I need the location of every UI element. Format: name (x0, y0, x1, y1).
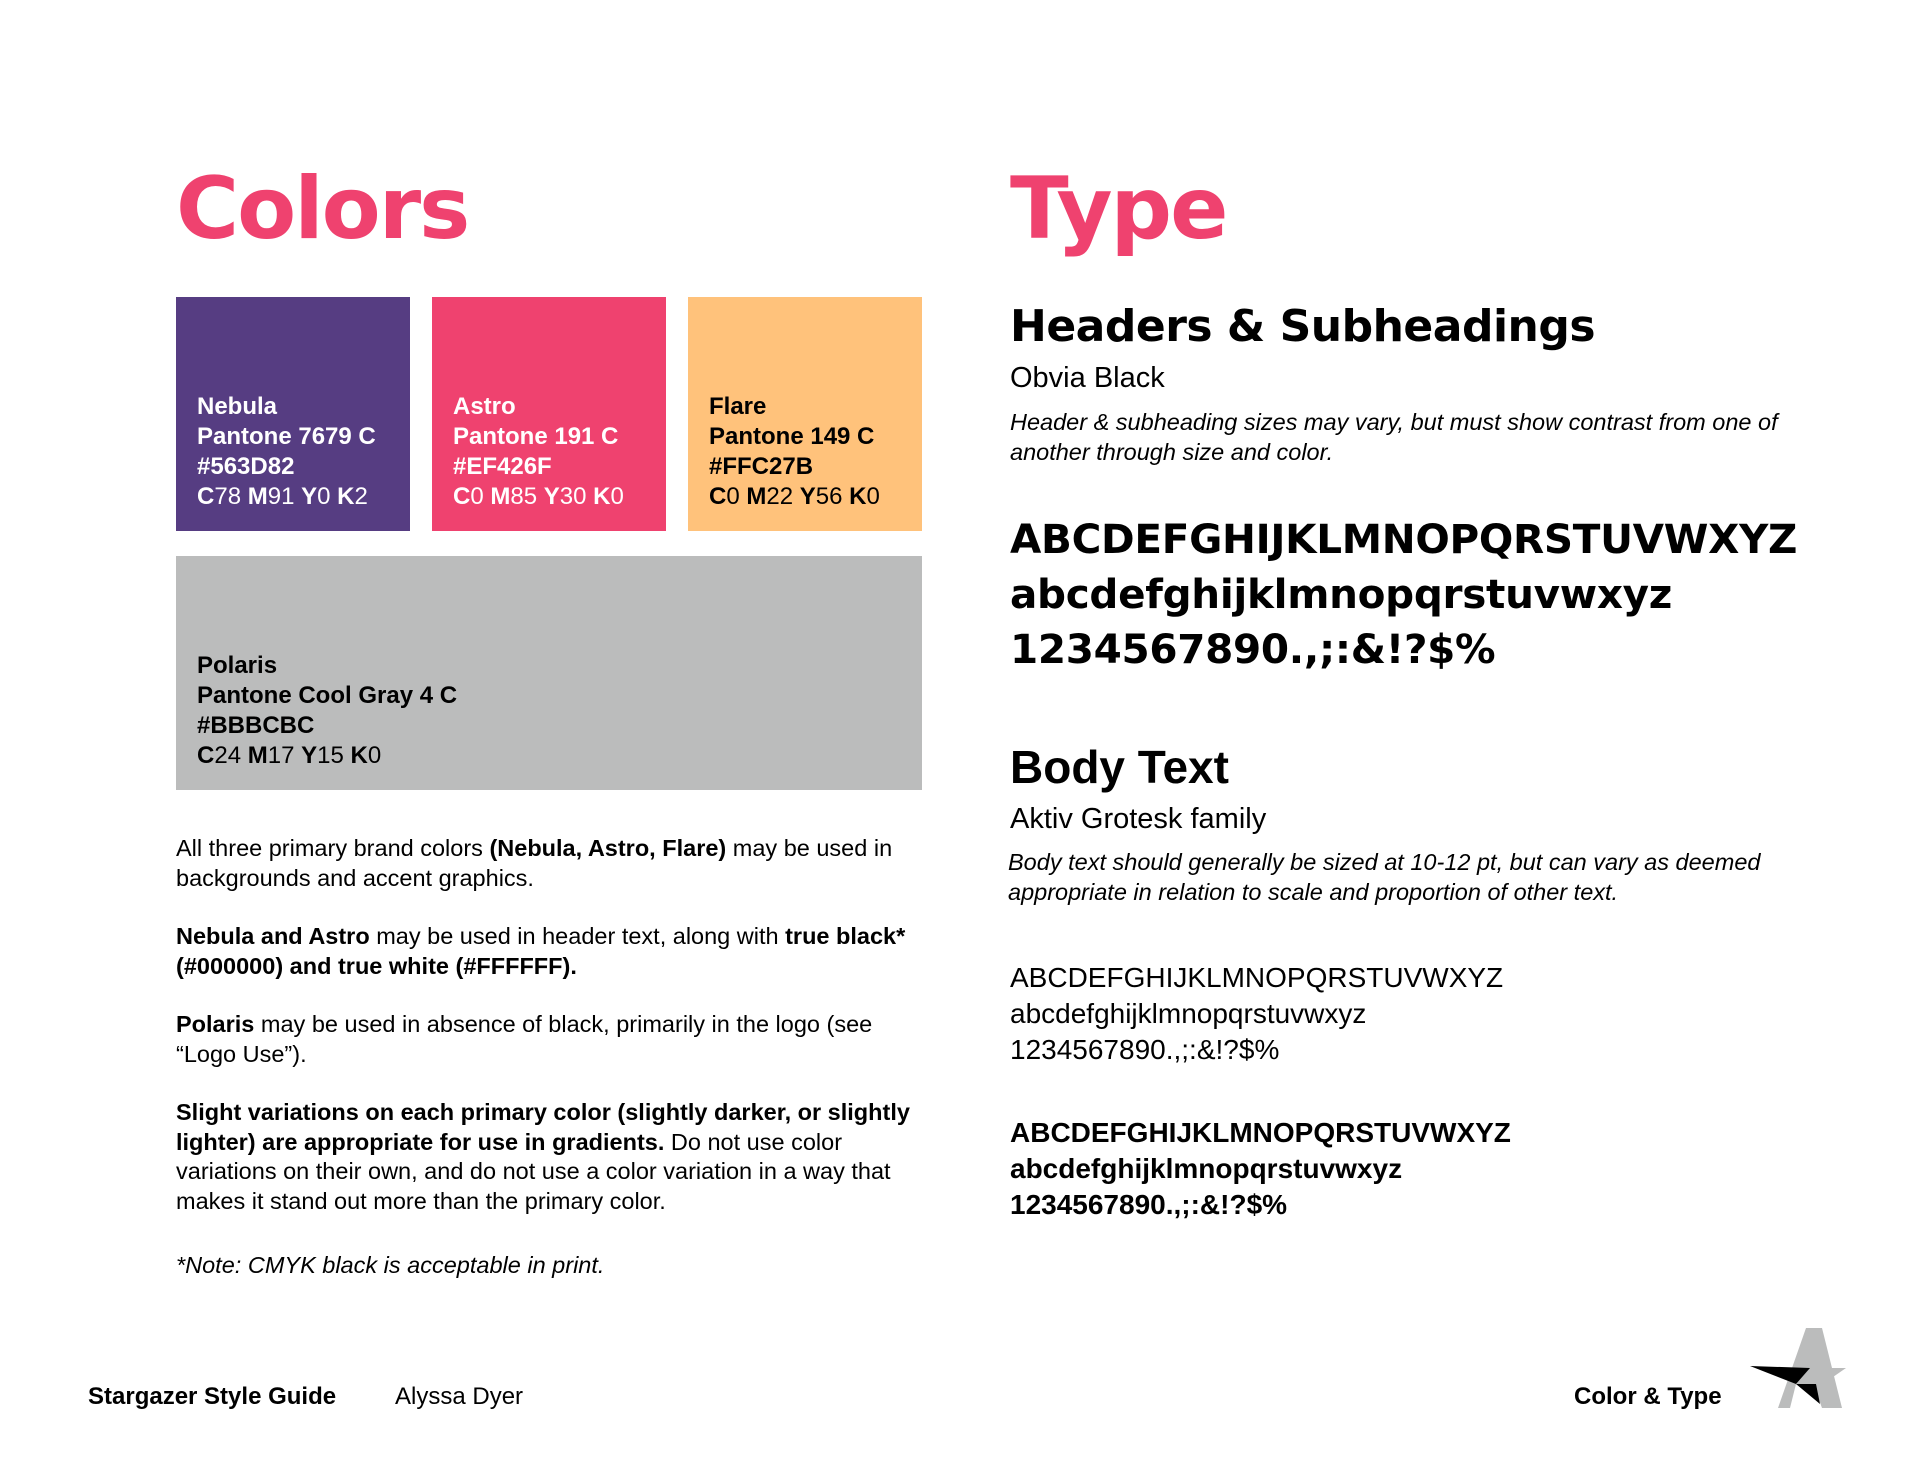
glyph-uppercase: ABCDEFGHIJKLMNOPQRSTUVWXYZ (1010, 962, 1504, 993)
body-font-name: Aktiv Grotesk family (1010, 803, 1267, 835)
colors-title: Colors (176, 159, 469, 259)
swatch-nebula (176, 297, 410, 531)
body-regular-sample (1010, 960, 1503, 1068)
swatch-pantone: Pantone 7679 C (197, 423, 376, 450)
swatch-name: Flare (709, 393, 767, 420)
glyph-numerals: 1234567890.,;:&!?$% (1010, 1034, 1280, 1065)
swatch-pantone: Pantone Cool Gray 4 C (197, 682, 458, 709)
body-note: Body text should generally be sized at 10-12 pt, but can vary as deemed appropriate in relation to scale and proportion of other text. (1008, 849, 1761, 905)
swatch-pantone: Pantone 149 C (709, 423, 875, 450)
swatch-hex: #BBBCBC (197, 712, 315, 739)
glyph-numerals: 1234567890.,;:&!?$% (1010, 1189, 1288, 1220)
footer-title: Stargazer Style Guide (88, 1383, 337, 1410)
swatch-cmyk: C24 M17 Y15 K0 (197, 742, 382, 769)
glyph-lowercase: abcdefghijklmnopqrstuvwxyz (1010, 998, 1367, 1029)
headers-font-name: Obvia Black (1010, 362, 1165, 394)
type-title: Type (1010, 159, 1227, 259)
swatch-cmyk: C0 M22 Y56 K0 (709, 483, 880, 510)
glyph-uppercase: ABCDEFGHIJKLMNOPQRSTUVWXYZ (1010, 515, 1798, 563)
swatch-flare (688, 297, 922, 531)
swatch-pantone: Pantone 191 C (453, 423, 619, 450)
footer-author: Alyssa Dyer (395, 1383, 524, 1410)
glyph-uppercase: ABCDEFGHIJKLMNOPQRSTUVWXYZ (1010, 1117, 1511, 1148)
swatch-name: Astro (453, 393, 516, 420)
usage-paragraph-1: All three primary brand colors (Nebula, Astro, Flare) may be used in backgrounds and accent graphics. (176, 835, 893, 891)
swatch-name: Nebula (197, 393, 278, 420)
swatch-name: Polaris (197, 652, 278, 679)
colors-usage-text (176, 834, 936, 1310)
swatch-hex: #563D82 (197, 453, 295, 480)
body-heading: Body Text (1010, 741, 1229, 793)
swatch-hex: #FFC27B (709, 453, 814, 480)
glyph-lowercase: abcdefghijklmnopqrstuvwxyz (1010, 1153, 1403, 1184)
usage-paragraph-2: Nebula and Astro may be used in header text, along with true black* (#000000) and true white (#FFFFFF). (176, 923, 906, 979)
usage-paragraph-3: Polaris may be used in absence of black, primarily in the logo (see “Logo Use”). (176, 1011, 873, 1067)
swatch-cmyk: C0 M85 Y30 K0 (453, 483, 624, 510)
glyph-numerals: 1234567890.,;:&!?$% (1010, 625, 1496, 673)
body-bold-sample (1010, 1115, 1511, 1223)
usage-paragraph-4: Slight variations on each primary color (slightly darker, or slightly lighter) are appropriate for use in gradients. Do not use color variations on their own, and do not use a color variation in a way that makes it stand out more than the primary color. (176, 1099, 910, 1214)
glyph-lowercase: abcdefghijklmnopqrstuvwxyz (1010, 570, 1673, 618)
headers-glyph-sample (1010, 512, 1797, 677)
swatch-cmyk: C78 M91 Y0 K2 (197, 483, 368, 510)
swatch-astro (432, 297, 666, 531)
star-a-logo-icon (1750, 1328, 1846, 1408)
headers-note: Header & subheading sizes may vary, but must show contrast from one of another through size and color. (1010, 409, 1778, 465)
footer-section: Color & Type (1574, 1383, 1722, 1410)
swatch-hex: #EF426F (453, 453, 552, 480)
swatch-polaris (176, 556, 922, 790)
cmyk-note: *Note: CMYK black is acceptable in print. (176, 1252, 605, 1278)
headers-heading: Headers & Subheadings (1010, 301, 1596, 352)
